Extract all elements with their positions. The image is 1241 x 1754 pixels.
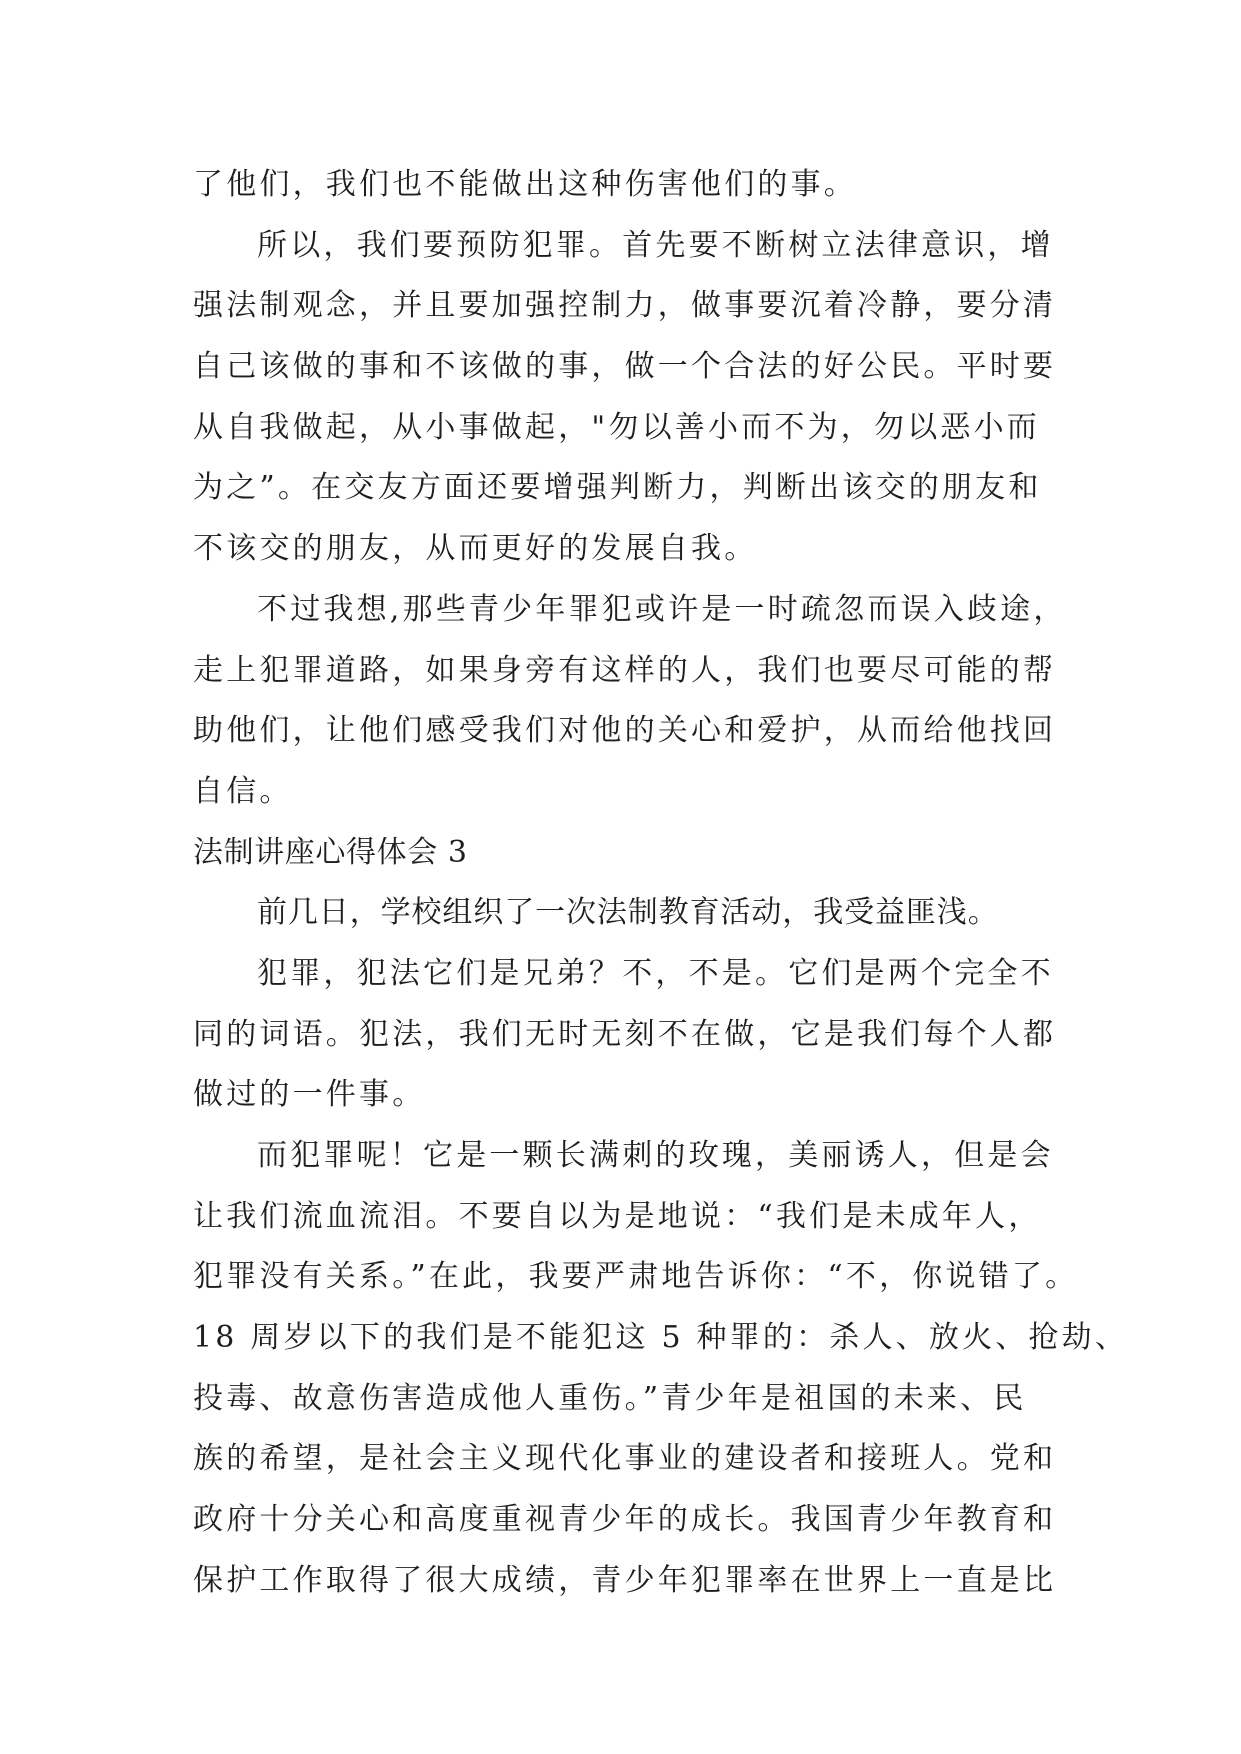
text-line: 了他们，我们也不能做出这种伤害他们的事。 [193,167,857,202]
text-line: 自己该做的事和不该做的事，做一个合法的好公民。平时要 [193,349,1057,385]
paragraph-start-line: 所以，我们要预防犯罪。首先要不断树立法律意识，增 [257,227,1054,263]
text-line: 从自我做起，从小事做起，"勿以善小而不为，勿以恶小而 [193,409,1040,445]
paragraph-start-line: 前几日，学校组织了一次法制教育活动，我受益匪浅。 [257,895,999,931]
text-line: 18 周岁以下的我们是不能犯这 5 种罪的：杀人、放火、抢劫、 [193,1320,1129,1356]
text-line: 让我们流血流泪。不要自以为是地说：“我们是未成年人， [193,1198,1042,1234]
text-line: 不该交的朋友，从而更好的发展自我。 [193,531,758,567]
text-line: 做过的一件事。 [193,1077,426,1113]
text-line: 自信。 [193,773,293,809]
text-line: 投毒、故意伤害造成他人重伤。”青少年是祖国的未来、民 [193,1380,1027,1416]
text-line: 强法制观念，并且要加强控制力，做事要沉着冷静，要分清 [193,288,1057,324]
text-line: 政府十分关心和高度重视青少年的成长。我国青少年教育和 [193,1502,1057,1538]
document-body [193,155,1129,1612]
text-line: 走上犯罪道路，如果身旁有这样的人，我们也要尽可能的帮 [193,652,1057,688]
text-line: 犯罪没有关系。”在此，我要严肃地告诉你：“不，你说错了。 [193,1259,1079,1295]
text-line: 族的希望，是社会主义现代化事业的建设者和接班人。党和 [193,1441,1057,1477]
paragraph-start-line: 而犯罪呢！它是一颗长满刺的玫瑰，美丽诱人，但是会 [257,1138,1054,1173]
section-heading: 法制讲座心得体会 3 [193,834,468,870]
text-line: 为之”。在交友方面还要增强判断力，判断出该交的朋友和 [193,470,1042,506]
paragraph-start-line: 不过我想,那些青少年罪犯或许是一时疏忽而误入歧途， [257,591,1067,627]
paragraph-start-line: 犯罪，犯法它们是兄弟？不，不是。它们是两个完全不 [257,955,1054,991]
text-line: 保护工作取得了很大成绩，青少年犯罪率在世界上一直是比 [193,1562,1057,1598]
text-line: 同的词语。犯法，我们无时无刻不在做，它是我们每个人都 [193,1016,1057,1052]
text-line: 助他们，让他们感受我们对他的关心和爱护，从而给他找回 [193,713,1057,749]
